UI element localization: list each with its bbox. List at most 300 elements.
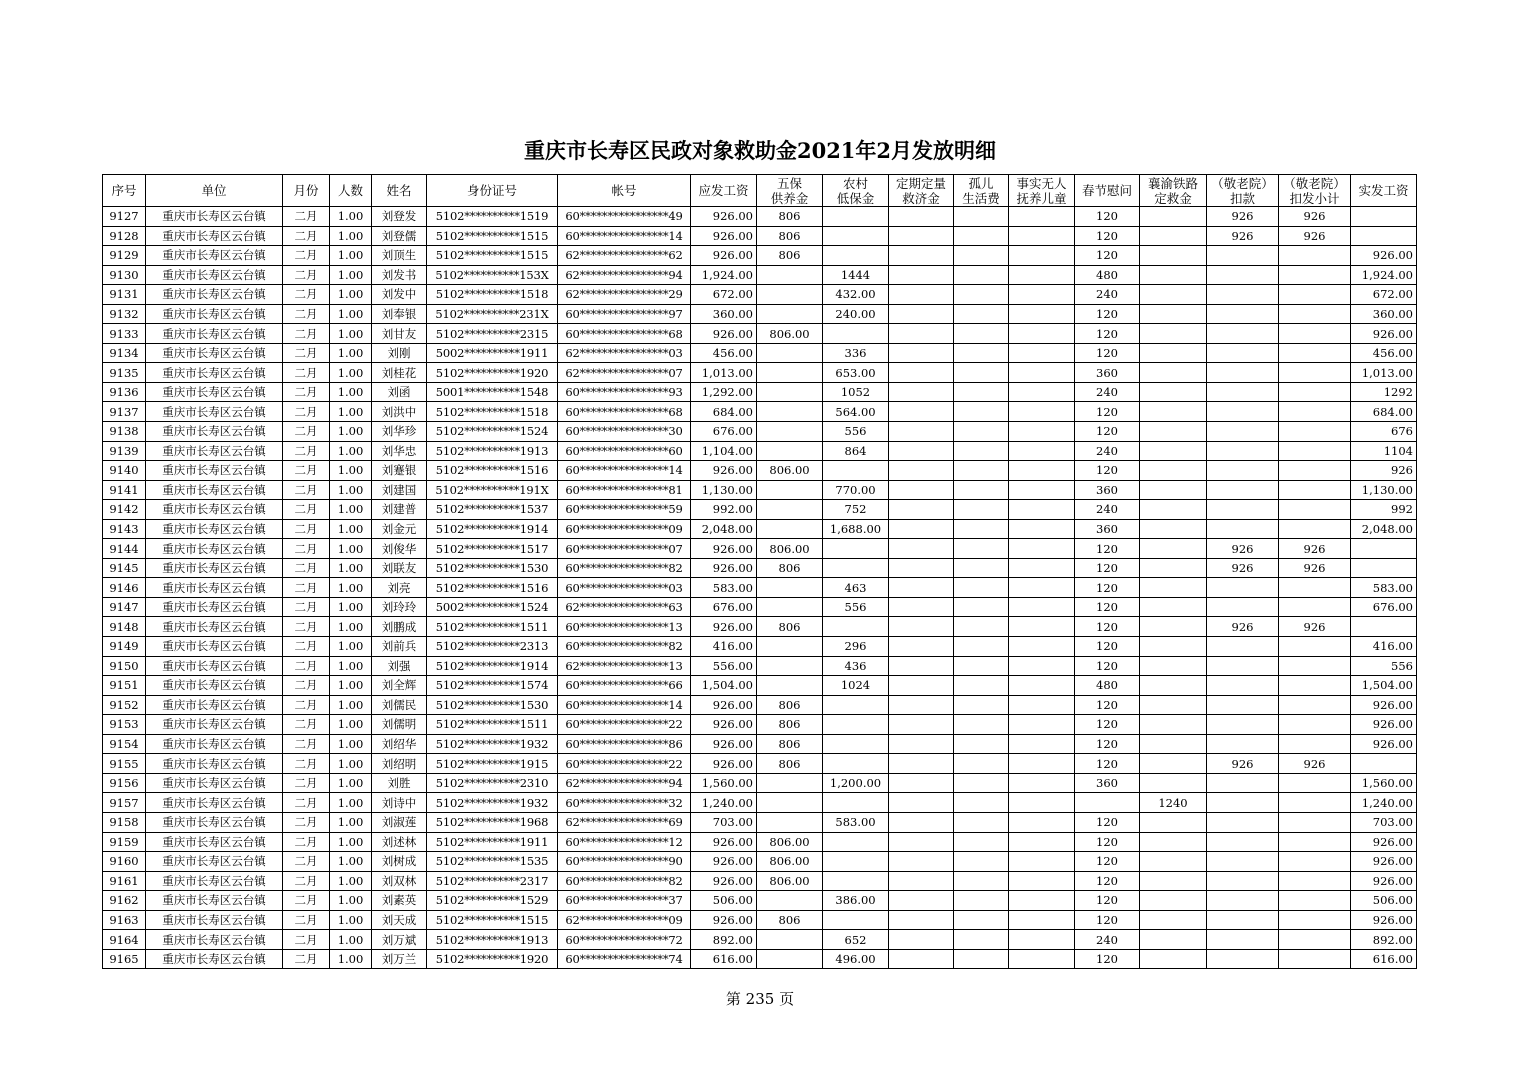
column-header-label: 孤儿 bbox=[968, 175, 994, 191]
table-cell: 重庆市长寿区云台镇 bbox=[146, 578, 283, 598]
table-cell bbox=[954, 539, 1009, 559]
table-cell: 重庆市长寿区云台镇 bbox=[146, 363, 283, 383]
table-cell bbox=[954, 793, 1009, 813]
table-cell: 刘联友 bbox=[372, 558, 427, 578]
table-cell: 二月 bbox=[283, 871, 330, 891]
table-cell bbox=[1140, 910, 1207, 930]
table-row bbox=[103, 285, 1417, 305]
table-cell bbox=[954, 363, 1009, 383]
table-cell: 684.00 bbox=[691, 402, 757, 422]
table-cell bbox=[1207, 402, 1279, 422]
table-cell: 1,504.00 bbox=[1351, 676, 1417, 696]
table-cell bbox=[823, 910, 889, 930]
table-cell bbox=[757, 656, 823, 676]
table-cell: 926.00 bbox=[1351, 324, 1417, 344]
table-cell: 5102**********1516 bbox=[427, 461, 558, 481]
table-cell: 926 bbox=[1207, 226, 1279, 246]
table-cell: 1.00 bbox=[330, 578, 372, 598]
table-cell: 9136 bbox=[103, 382, 146, 402]
table-cell: 5002**********1911 bbox=[427, 343, 558, 363]
table-cell bbox=[1009, 617, 1075, 637]
table-cell bbox=[954, 246, 1009, 266]
table-cell bbox=[1279, 910, 1351, 930]
table-cell: 二月 bbox=[283, 949, 330, 969]
column-header-label: 单位 bbox=[201, 183, 227, 198]
table-cell: 重庆市长寿区云台镇 bbox=[146, 480, 283, 500]
table-row bbox=[103, 343, 1417, 363]
table-cell: 120 bbox=[1075, 734, 1140, 754]
table-cell bbox=[1279, 461, 1351, 481]
table-cell: 重庆市长寿区云台镇 bbox=[146, 812, 283, 832]
table-cell: 240 bbox=[1075, 930, 1140, 950]
table-cell: 刘建普 bbox=[372, 500, 427, 520]
table-cell bbox=[1279, 793, 1351, 813]
page-title: 重庆市长寿区民政对象救助金2021年2月发放明细 bbox=[523, 138, 997, 163]
table-cell bbox=[954, 617, 1009, 637]
table-cell bbox=[1140, 930, 1207, 950]
column-header bbox=[691, 175, 757, 207]
table-cell: 1.00 bbox=[330, 852, 372, 872]
table-cell: 60****************82 bbox=[558, 558, 691, 578]
table-cell: 240 bbox=[1075, 500, 1140, 520]
table-cell: 1.00 bbox=[330, 519, 372, 539]
table-cell: 1052 bbox=[823, 382, 889, 402]
table-cell: 5102**********1920 bbox=[427, 949, 558, 969]
table-cell bbox=[1279, 480, 1351, 500]
table-row bbox=[103, 578, 1417, 598]
table-cell bbox=[889, 500, 954, 520]
table-row bbox=[103, 265, 1417, 285]
table-cell: 重庆市长寿区云台镇 bbox=[146, 402, 283, 422]
table-cell bbox=[889, 852, 954, 872]
table-cell bbox=[757, 382, 823, 402]
table-cell bbox=[954, 871, 1009, 891]
table-cell: 672.00 bbox=[1351, 285, 1417, 305]
table-cell: 120 bbox=[1075, 539, 1140, 559]
column-header-label: 姓名 bbox=[386, 183, 412, 198]
table-cell: 120 bbox=[1075, 461, 1140, 481]
table-cell bbox=[1140, 871, 1207, 891]
table-cell bbox=[1207, 382, 1279, 402]
table-cell bbox=[1140, 734, 1207, 754]
table-cell bbox=[1207, 304, 1279, 324]
table-cell bbox=[889, 558, 954, 578]
table-cell: 120 bbox=[1075, 402, 1140, 422]
column-header-label: 月份 bbox=[293, 183, 319, 198]
table-cell bbox=[1279, 363, 1351, 383]
table-cell: 926.00 bbox=[691, 539, 757, 559]
table-cell: 456.00 bbox=[1351, 343, 1417, 363]
table-cell: 806 bbox=[757, 734, 823, 754]
table-cell bbox=[889, 695, 954, 715]
table-cell: 刘全辉 bbox=[372, 676, 427, 696]
table-cell bbox=[889, 441, 954, 461]
table-cell bbox=[1140, 754, 1207, 774]
table-cell: 1.00 bbox=[330, 793, 372, 813]
table-cell: 9142 bbox=[103, 500, 146, 520]
table-cell: 926.00 bbox=[691, 910, 757, 930]
table-cell: 2,048.00 bbox=[691, 519, 757, 539]
table-cell bbox=[1279, 832, 1351, 852]
table-cell: 重庆市长寿区云台镇 bbox=[146, 676, 283, 696]
table-cell: 62****************69 bbox=[558, 812, 691, 832]
table-cell bbox=[954, 382, 1009, 402]
table-cell bbox=[1140, 324, 1207, 344]
table-cell: 556 bbox=[823, 597, 889, 617]
table-cell: 重庆市长寿区云台镇 bbox=[146, 246, 283, 266]
table-cell: 60****************22 bbox=[558, 715, 691, 735]
table-cell: 二月 bbox=[283, 226, 330, 246]
table-cell: 806 bbox=[757, 207, 823, 227]
table-cell: 703.00 bbox=[691, 812, 757, 832]
table-cell: 806 bbox=[757, 558, 823, 578]
table-cell: 806 bbox=[757, 715, 823, 735]
table-cell bbox=[823, 558, 889, 578]
table-cell bbox=[1279, 304, 1351, 324]
table-row bbox=[103, 637, 1417, 657]
column-header-label: 春节慰问 bbox=[1081, 183, 1132, 198]
table-cell: 5001**********1548 bbox=[427, 382, 558, 402]
table-cell: 120 bbox=[1075, 910, 1140, 930]
table-cell bbox=[1140, 715, 1207, 735]
table-cell bbox=[1009, 226, 1075, 246]
column-header bbox=[954, 175, 1009, 207]
table-cell bbox=[954, 480, 1009, 500]
table-cell bbox=[889, 402, 954, 422]
table-cell bbox=[823, 832, 889, 852]
table-cell: 二月 bbox=[283, 734, 330, 754]
table-row bbox=[103, 930, 1417, 950]
table-cell: 重庆市长寿区云台镇 bbox=[146, 754, 283, 774]
table-cell: 9165 bbox=[103, 949, 146, 969]
table-cell: 1.00 bbox=[330, 461, 372, 481]
table-cell bbox=[1140, 343, 1207, 363]
table-cell bbox=[954, 676, 1009, 696]
table-cell bbox=[757, 930, 823, 950]
table-cell bbox=[1351, 754, 1417, 774]
table-cell bbox=[954, 441, 1009, 461]
table-cell bbox=[823, 207, 889, 227]
table-cell: 120 bbox=[1075, 832, 1140, 852]
table-cell: 重庆市长寿区云台镇 bbox=[146, 656, 283, 676]
table-cell: 9162 bbox=[103, 891, 146, 911]
table-cell bbox=[954, 734, 1009, 754]
table-cell: 9141 bbox=[103, 480, 146, 500]
table-cell: 二月 bbox=[283, 597, 330, 617]
column-header bbox=[427, 175, 558, 207]
table-cell: 120 bbox=[1075, 246, 1140, 266]
column-header-label: 五保 bbox=[776, 175, 802, 191]
table-cell: 刘奉银 bbox=[372, 304, 427, 324]
table-cell: 二月 bbox=[283, 793, 330, 813]
table-cell: 9153 bbox=[103, 715, 146, 735]
table-cell bbox=[954, 695, 1009, 715]
table-cell: 926.00 bbox=[1351, 715, 1417, 735]
table-cell: 386.00 bbox=[823, 891, 889, 911]
table-cell bbox=[1140, 891, 1207, 911]
table-cell bbox=[1279, 715, 1351, 735]
table-cell bbox=[757, 597, 823, 617]
table-cell bbox=[757, 402, 823, 422]
table-cell bbox=[889, 461, 954, 481]
table-cell bbox=[1140, 226, 1207, 246]
table-cell bbox=[1009, 871, 1075, 891]
table-cell: 752 bbox=[823, 500, 889, 520]
table-cell bbox=[757, 265, 823, 285]
table-cell: 992 bbox=[1351, 500, 1417, 520]
table-cell bbox=[1207, 285, 1279, 305]
table-cell bbox=[823, 226, 889, 246]
table-cell bbox=[1009, 812, 1075, 832]
table-cell bbox=[1279, 285, 1351, 305]
table-cell: 9129 bbox=[103, 246, 146, 266]
table-cell: 刘建国 bbox=[372, 480, 427, 500]
table-cell bbox=[1140, 949, 1207, 969]
column-header-label: 扣发小计 bbox=[1289, 190, 1340, 206]
table-cell bbox=[889, 578, 954, 598]
table-cell: 二月 bbox=[283, 773, 330, 793]
table-cell bbox=[1009, 422, 1075, 442]
table-cell bbox=[954, 891, 1009, 911]
table-cell bbox=[889, 637, 954, 657]
table-cell: 5102**********2310 bbox=[427, 773, 558, 793]
table-cell bbox=[1207, 519, 1279, 539]
table-cell: 1.00 bbox=[330, 422, 372, 442]
table-cell: 676.00 bbox=[691, 422, 757, 442]
table-cell: 5102**********1511 bbox=[427, 715, 558, 735]
table-cell bbox=[954, 656, 1009, 676]
table-cell: 9161 bbox=[103, 871, 146, 891]
table-cell bbox=[1207, 480, 1279, 500]
table-cell: 二月 bbox=[283, 812, 330, 832]
table-cell: 二月 bbox=[283, 695, 330, 715]
table-cell: 1.00 bbox=[330, 558, 372, 578]
table-row bbox=[103, 734, 1417, 754]
table-cell: 60****************82 bbox=[558, 637, 691, 657]
table-row bbox=[103, 539, 1417, 559]
table-cell: 926.00 bbox=[691, 734, 757, 754]
table-cell: 60****************81 bbox=[558, 480, 691, 500]
table-cell: 9152 bbox=[103, 695, 146, 715]
table-cell bbox=[1279, 656, 1351, 676]
table-cell bbox=[1351, 226, 1417, 246]
table-cell: 5102**********1515 bbox=[427, 246, 558, 266]
table-cell: 1.00 bbox=[330, 617, 372, 637]
table-cell bbox=[823, 715, 889, 735]
table-cell: 刘发中 bbox=[372, 285, 427, 305]
table-cell bbox=[1279, 891, 1351, 911]
table-cell bbox=[1279, 246, 1351, 266]
table-cell bbox=[1009, 832, 1075, 852]
table-cell: 2,048.00 bbox=[1351, 519, 1417, 539]
table-cell: 1.00 bbox=[330, 656, 372, 676]
table-cell bbox=[757, 676, 823, 696]
table-cell bbox=[1207, 246, 1279, 266]
table-cell bbox=[1207, 930, 1279, 950]
column-header-label: 序号 bbox=[111, 183, 137, 198]
table-cell: 二月 bbox=[283, 910, 330, 930]
table-cell bbox=[889, 539, 954, 559]
table-cell bbox=[1140, 597, 1207, 617]
table-cell: 9135 bbox=[103, 363, 146, 383]
table-cell: 9156 bbox=[103, 773, 146, 793]
table-cell: 1.00 bbox=[330, 676, 372, 696]
table-cell: 1.00 bbox=[330, 773, 372, 793]
table-cell: 864 bbox=[823, 441, 889, 461]
table-cell: 926.00 bbox=[1351, 734, 1417, 754]
column-header bbox=[757, 175, 823, 207]
table-cell: 360 bbox=[1075, 519, 1140, 539]
table-cell bbox=[1009, 461, 1075, 481]
table-cell: 806 bbox=[757, 226, 823, 246]
table-cell: 456.00 bbox=[691, 343, 757, 363]
table-cell bbox=[1140, 656, 1207, 676]
column-header bbox=[558, 175, 691, 207]
table-cell bbox=[889, 226, 954, 246]
table-cell: 360.00 bbox=[691, 304, 757, 324]
table-cell bbox=[1140, 773, 1207, 793]
table-cell: 二月 bbox=[283, 754, 330, 774]
table-cell bbox=[823, 324, 889, 344]
table-cell bbox=[954, 812, 1009, 832]
table-cell bbox=[1009, 363, 1075, 383]
table-cell bbox=[1207, 949, 1279, 969]
table-cell bbox=[757, 285, 823, 305]
table-cell: 重庆市长寿区云台镇 bbox=[146, 324, 283, 344]
table-cell: 806 bbox=[757, 754, 823, 774]
table-cell: 5102**********1515 bbox=[427, 910, 558, 930]
table-cell: 重庆市长寿区云台镇 bbox=[146, 461, 283, 481]
table-row bbox=[103, 363, 1417, 383]
column-header bbox=[372, 175, 427, 207]
table-cell bbox=[1009, 324, 1075, 344]
table-body bbox=[103, 207, 1417, 969]
table-cell: 二月 bbox=[283, 422, 330, 442]
table-cell: 676 bbox=[1351, 422, 1417, 442]
table-cell: 60****************82 bbox=[558, 871, 691, 891]
table-cell: 9154 bbox=[103, 734, 146, 754]
table-cell bbox=[889, 656, 954, 676]
table-cell: 806 bbox=[757, 246, 823, 266]
table-cell: 二月 bbox=[283, 930, 330, 950]
table-cell: 992.00 bbox=[691, 500, 757, 520]
table-cell bbox=[823, 754, 889, 774]
table-row bbox=[103, 852, 1417, 872]
table-cell: 5102**********1914 bbox=[427, 656, 558, 676]
table-cell bbox=[954, 597, 1009, 617]
table-cell bbox=[823, 539, 889, 559]
table-cell: 616.00 bbox=[1351, 949, 1417, 969]
table-cell: 120 bbox=[1075, 812, 1140, 832]
table-cell bbox=[1207, 910, 1279, 930]
table-cell: 刘登儒 bbox=[372, 226, 427, 246]
table-cell bbox=[1009, 695, 1075, 715]
table-cell: 9158 bbox=[103, 812, 146, 832]
table-cell bbox=[1279, 324, 1351, 344]
table-cell bbox=[889, 617, 954, 637]
table-cell bbox=[1140, 441, 1207, 461]
table-cell: 926.00 bbox=[691, 871, 757, 891]
table-cell: 9133 bbox=[103, 324, 146, 344]
table-cell: 60****************72 bbox=[558, 930, 691, 950]
table-cell: 480 bbox=[1075, 265, 1140, 285]
table-cell: 二月 bbox=[283, 441, 330, 461]
table-cell: 5102**********1530 bbox=[427, 695, 558, 715]
table-cell: 60****************68 bbox=[558, 324, 691, 344]
table-cell bbox=[823, 734, 889, 754]
table-cell: 9146 bbox=[103, 578, 146, 598]
table-cell: 60****************12 bbox=[558, 832, 691, 852]
column-header bbox=[1140, 175, 1207, 207]
table-cell bbox=[1140, 285, 1207, 305]
table-cell bbox=[1279, 382, 1351, 402]
table-cell: 926.00 bbox=[691, 715, 757, 735]
table-cell: 重庆市长寿区云台镇 bbox=[146, 382, 283, 402]
table-cell: 120 bbox=[1075, 304, 1140, 324]
table-cell bbox=[823, 871, 889, 891]
table-cell bbox=[823, 461, 889, 481]
table-cell: 120 bbox=[1075, 226, 1140, 246]
table-cell: 1.00 bbox=[330, 949, 372, 969]
table-cell: 1.00 bbox=[330, 246, 372, 266]
table-cell: 9138 bbox=[103, 422, 146, 442]
table-cell: 5102**********1913 bbox=[427, 441, 558, 461]
table-cell: 120 bbox=[1075, 558, 1140, 578]
table-cell bbox=[954, 852, 1009, 872]
table-cell: 5102**********1920 bbox=[427, 363, 558, 383]
table-cell: 556 bbox=[823, 422, 889, 442]
table-cell: 9143 bbox=[103, 519, 146, 539]
column-header-label: 应发工资 bbox=[698, 183, 749, 198]
table-cell: 5102**********1530 bbox=[427, 558, 558, 578]
table-cell: 刘蹇银 bbox=[372, 461, 427, 481]
table-cell: 5102**********1524 bbox=[427, 422, 558, 442]
table-cell: 1.00 bbox=[330, 285, 372, 305]
table-cell bbox=[1009, 441, 1075, 461]
table-cell: 9147 bbox=[103, 597, 146, 617]
table-cell bbox=[954, 773, 1009, 793]
table-cell bbox=[1009, 754, 1075, 774]
table-cell: 5002**********1524 bbox=[427, 597, 558, 617]
table-cell: 1.00 bbox=[330, 500, 372, 520]
table-cell bbox=[1140, 676, 1207, 696]
table-cell: 1,130.00 bbox=[691, 480, 757, 500]
table-cell: 5102**********1915 bbox=[427, 754, 558, 774]
table-cell: 1,013.00 bbox=[1351, 363, 1417, 383]
column-header-label: 定救金 bbox=[1154, 190, 1192, 206]
table-cell: 二月 bbox=[283, 304, 330, 324]
table-cell: 926 bbox=[1351, 461, 1417, 481]
table-cell: 刘洪中 bbox=[372, 402, 427, 422]
table-cell: 60****************49 bbox=[558, 207, 691, 227]
table-cell: 60****************59 bbox=[558, 500, 691, 520]
column-header-label: 抚养儿童 bbox=[1016, 190, 1067, 206]
table-cell: 二月 bbox=[283, 519, 330, 539]
table-row bbox=[103, 871, 1417, 891]
table-cell: 1.00 bbox=[330, 441, 372, 461]
table-cell bbox=[1207, 500, 1279, 520]
table-cell bbox=[757, 773, 823, 793]
table-cell: 120 bbox=[1075, 656, 1140, 676]
table-cell bbox=[1207, 773, 1279, 793]
table-cell: 1.00 bbox=[330, 539, 372, 559]
table-cell bbox=[1207, 832, 1279, 852]
table-cell: 1.00 bbox=[330, 324, 372, 344]
table-cell bbox=[757, 637, 823, 657]
table-cell: 926 bbox=[1279, 539, 1351, 559]
table-cell: 重庆市长寿区云台镇 bbox=[146, 871, 283, 891]
table-cell: 892.00 bbox=[1351, 930, 1417, 950]
